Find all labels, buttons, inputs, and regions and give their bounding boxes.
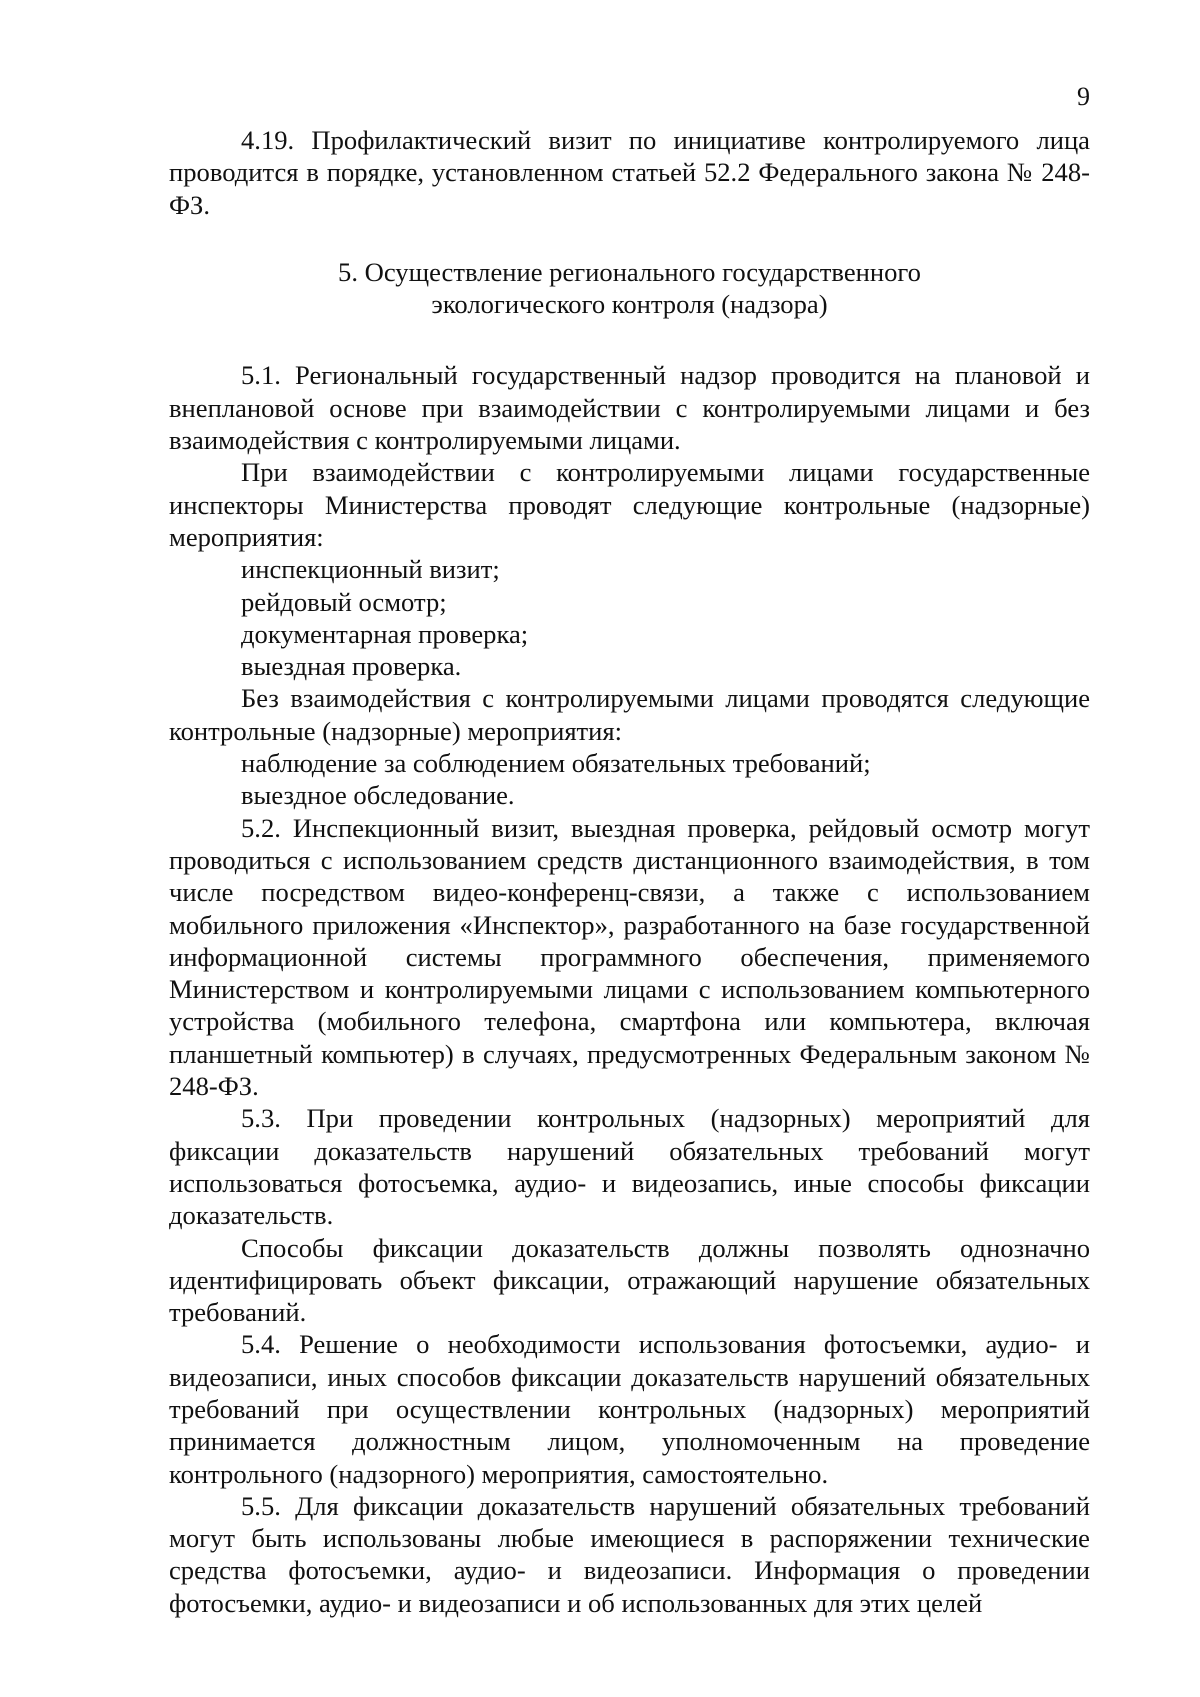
interaction-item-2: рейдовый осмотр; bbox=[241, 586, 447, 617]
paragraph-5-5: 5.5. Для фиксации доказательств нарушений обязательных требований могут быть использованы любые имеющиеся в распоряжении технические средства фотосъемки, аудио- и видеозаписи. Информация о проведении фотосъемки, аудио- и видеозаписи и об использованных для этих целей bbox=[169, 1490, 1090, 1618]
paragraph-4-19: 4.19. Профилактический визит по инициативе контролируемого лица проводится в порядке, установленном статьей 52.2 Федерального закона № 248-ФЗ. bbox=[169, 125, 1090, 220]
no-interaction-item-1: наблюдение за соблюдением обязательных требований; bbox=[241, 748, 871, 779]
paragraph-no-interaction: Без взаимодействия с контролируемыми лицами проводятся следующие контрольные (надзорные) мероприятия: bbox=[169, 683, 1090, 746]
page-number: 9 bbox=[1077, 82, 1090, 111]
section-heading-line-2: экологического контроля (надзора) bbox=[431, 289, 828, 320]
section-heading-line-1: 5. Осуществление регионального государственного bbox=[338, 256, 921, 287]
interaction-item-1: инспекционный визит; bbox=[241, 554, 500, 585]
paragraph-5-2: 5.2. Инспекционный визит, выездная проверка, рейдовый осмотр могут проводиться с использованием средств дистанционного взаимодействия, в том числе посредством видео-конференц-связи, а также с использованием мобильного приложения «Инспектор», разработанного на базе государственной информационной системы программного обеспечения, применяемого Министерством и контролируемыми лицами с использованием компьютерного устройства (мобильного телефона, смартфона или компьютера, включая планшетный компьютер) в случаях, предусмотренных Федеральным законом № 248-ФЗ. bbox=[169, 812, 1090, 1102]
interaction-item-3: документарная проверка; bbox=[241, 618, 529, 649]
paragraph-5-3: 5.3. При проведении контрольных (надзорных) мероприятий для фиксации доказательств нарушений обязательных требований могут использоваться фотосъемка, аудио- и видеозапись, иные способы фиксации доказательств. bbox=[169, 1103, 1090, 1231]
paragraph-methods: Способы фиксации доказательств должны позволять однозначно идентифицировать объект фиксации, отражающий нарушение обязательных требований. bbox=[169, 1232, 1090, 1328]
paragraph-5-4: 5.4. Решение о необходимости использования фотосъемки, аудио- и видеозаписи, иных способов фиксации доказательств нарушений обязательных требований при осуществлении контрольных (надзорных) мероприятий принимается должностным лицом, уполномоченным на проведение контрольного (надзорного) мероприятия, самостоятельно. bbox=[169, 1329, 1090, 1489]
no-interaction-item-2: выездное обследование. bbox=[241, 780, 515, 811]
paragraph-5-1: 5.1. Региональный государственный надзор проводится на плановой и внеплановой основе при взаимодействии с контролируемыми лицами и без взаимодействия с контролируемыми лицами. bbox=[169, 360, 1090, 456]
paragraph-interaction: При взаимодействии с контролируемыми лицами государственные инспекторы Министерства проводят следующие контрольные (надзорные) мероприятия: bbox=[169, 457, 1090, 552]
interaction-item-4: выездная проверка. bbox=[241, 651, 462, 682]
section-heading bbox=[169, 256, 1090, 321]
document-body bbox=[169, 124, 1090, 1619]
